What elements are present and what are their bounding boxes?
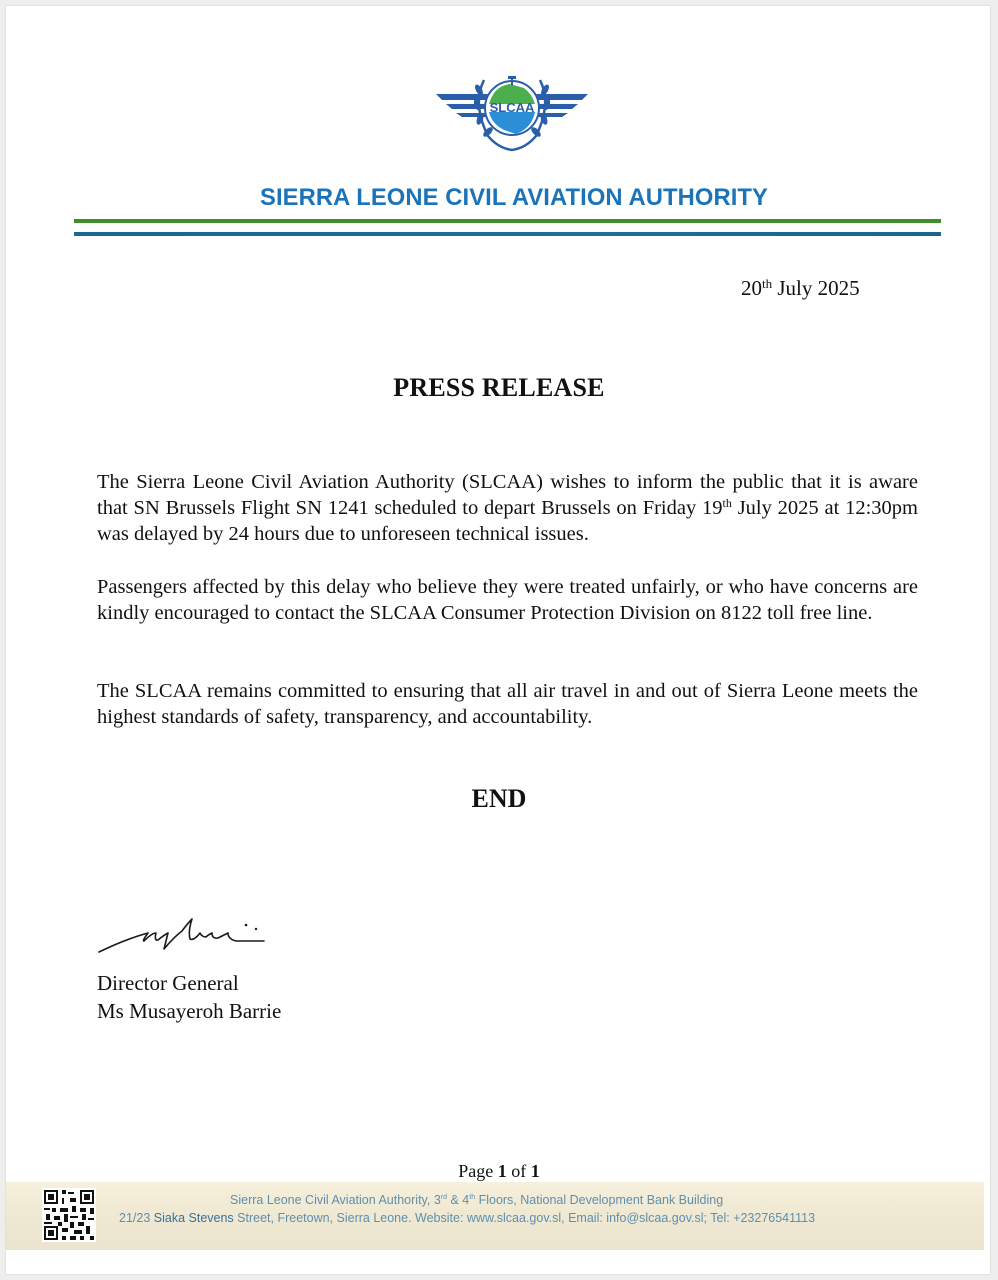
header-rule-green [74, 219, 941, 223]
page-prefix: Page [458, 1161, 498, 1181]
paragraph-1-text-b: July 2025 at 12:30pm was delayed by 24 hours due to unforeseen technical issues. [97, 497, 918, 545]
footer-line2-contact: Street, Freetown, Sierra Leone. Website: www.slcaa.gov.sl, Email: info@slcaa.gov.sl; Tel: +23276541113 [233, 1211, 816, 1225]
svg-text:SLCAA: SLCAA [489, 100, 535, 115]
footer-band [6, 1182, 984, 1250]
footer-line1-sup2: th [469, 1194, 476, 1201]
footer-line2-street: Siaka Stevens [153, 1211, 234, 1225]
signatory-name: Ms Musayeroh Barrie [97, 999, 282, 1023]
qr-code-icon [42, 1188, 96, 1242]
document-heading: PRESS RELEASE [393, 373, 605, 402]
slcaa-logo-icon [432, 64, 592, 154]
footer-line1-b: & 4 [447, 1193, 470, 1207]
organization-title: SIERRA LEONE CIVIL AVIATION AUTHORITY [260, 184, 768, 211]
footer-address-line-2 [119, 1211, 815, 1225]
date-month-year: July 2025 [772, 276, 860, 300]
page-number [6, 1161, 992, 1182]
page-current: 1 [497, 1161, 507, 1181]
paragraph-1-sup: th [722, 496, 732, 510]
footer-line1-sup1: rd [440, 1194, 448, 1201]
signature-icon [96, 911, 271, 961]
document-page [6, 6, 990, 1274]
paragraph-1 [97, 469, 918, 547]
page-of: of [506, 1161, 531, 1181]
paragraph-1-text-a: The Sierra Leone Civil Aviation Authority (SLCAA) wishes to inform the public that it is aware that SN Brussels Flight SN 1241 scheduled to depart Brussels on Friday 19 [97, 471, 918, 519]
footer-line1-a: Sierra Leone Civil Aviation Authority, 3 [230, 1193, 441, 1207]
date-day: 20 [741, 276, 762, 300]
footer-line1-c: Floors, National Development Bank Building [475, 1193, 724, 1207]
paragraph-3: The SLCAA remains committed to ensuring that all air travel in and out of Sierra Leone meets the highest standards of safety, transparency, and accountability. [97, 680, 918, 728]
end-marker: END [471, 784, 527, 813]
release-date [741, 276, 860, 301]
signatory-title: Director General [97, 971, 239, 995]
page-total: 1 [530, 1161, 540, 1181]
header-rule-blue [74, 232, 941, 236]
footer-address-line-1 [230, 1193, 723, 1207]
footer-line2-a: 21/23 [119, 1211, 154, 1225]
date-suffix: th [762, 276, 773, 291]
paragraph-2: Passengers affected by this delay who believe they were treated unfairly, or who have concerns are kindly encouraged to contact the SLCAA Consumer Protection Division on 8122 toll free line. [97, 576, 918, 624]
